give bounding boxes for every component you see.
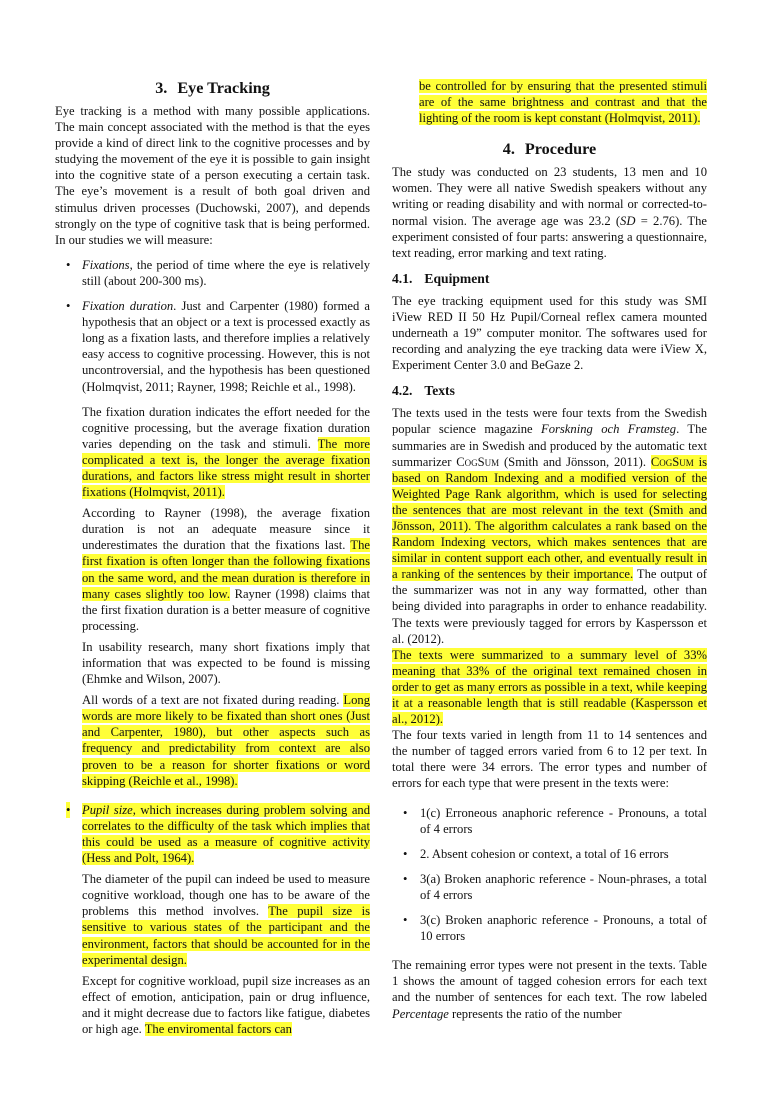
list-item: • 2. Absent cohesion or context, a total of 16 errors — [403, 846, 669, 861]
procedure-paragraph: The study was conducted on 23 students, 13 men and 10 women. They were all native Swedish speakers without any writing or reading disability and with normal or corrected-to-normal vision. The average age was 23.2 (SD = 2.76). The experiment consisted of four parts: answering a questionnaire, text reading, error marking and text rating. — [392, 165, 707, 260]
subsection-number: 4.1. — [392, 270, 413, 286]
bullet-dot: • — [66, 299, 71, 314]
highlight: Long words are more likely to be fixated than short ones (Just and Carpenter, 1980), but other aspects such as frequency and predictability from context are also proven to be a reason for shorter fixations or word skipping (Reichle et al., 1998). — [82, 693, 370, 788]
cogsum-name: CogSum — [650, 454, 694, 469]
summary-level-paragraph — [392, 647, 707, 727]
subsection-title: Equipment — [424, 270, 490, 286]
highlight: The enviromental factors can — [144, 1021, 292, 1036]
bullet-dot: • — [66, 802, 71, 817]
bullet-fixations — [55, 257, 370, 289]
highlight: The texts were summarized to a summary level of 33% meaning that 33% of the original text remained chosen in order to get as many errors as possible in a text, while keeping it at a reasonable length that is still readable (Kaspersson et al., 2012). — [392, 647, 707, 727]
list-item: • 3(a) Broken anaphoric reference - Noun-phrases, a total of 4 errors — [403, 871, 707, 902]
highlight: The more complicated a text is, the longer the average fixation durations, and factors like stress might result in shorter fixations (Holmqvist, 2011). — [82, 436, 370, 500]
section-heading-procedure — [392, 139, 707, 159]
rayner-paragraph: According to Rayner (1998), the average fixation duration is not an adequate measure since it underestimates the duration that the fixations last. The first fixation is often longer than the following fixations on the same word, and the mean duration is therefore in many cases slightly too low. Rayner (1998) claims that the first fixation duration is a better measure of cognitive processing. — [82, 506, 371, 633]
pupil-factors-paragraph: Except for cognitive workload, pupil size increases as an effect of emotion, anticipation, pain or drug influence, and it might decrease due to factors like fatigue, diabetes or high age. The enviromental factors can — [82, 973, 370, 1036]
term-fixations: Fixations — [82, 257, 130, 272]
term-fixation-duration: Fixation duration — [82, 299, 174, 314]
closing-paragraph: The remaining error types were not present in the texts. Table 1 shows the amount of tagged cohesion errors for each text and the number of sentences for each text. The row labeled Percentage represents the ratio of the number — [392, 958, 707, 1021]
error-type-list — [392, 805, 707, 945]
fixation-effort-paragraph: The fixation duration indicates the effort needed for the cognitive processing, but the average fixation duration varies depending on the task and stimuli. The more complicated a text is, the longer the average fixation durations, and factors like stress might result in shorter fixations (Holmqvist, 2011). — [82, 404, 370, 500]
section-heading-eye-tracking — [55, 78, 370, 98]
section-number: 4. — [502, 140, 515, 159]
fixation-duration-text: . Just and Carpenter (1980) formed a hypothesis that an object or a text is processed exactly as long as a fixation lasts, and therefore implies a relatively easy access to cognitive processing. However, this is not uncontroversial, and the hypothesis has been questioned (Holmqvist, 2011; Rayner, 1998; Reichle et al., 1998). — [82, 299, 370, 394]
right-column — [392, 78, 707, 1022]
term-pupil-size: Pupil size — [82, 802, 133, 817]
section-title: Eye Tracking — [177, 79, 270, 97]
subsection-heading-texts — [392, 382, 707, 400]
highlight: be controlled for by ensuring that the presented stimuli are of the same brightness and contrast and that the lighting of the room is kept constant (Holmqvist, 2011). — [419, 79, 707, 126]
left-column — [55, 78, 370, 1037]
highlight: The first fixation is often longer than the following fixations on the same word, and the mean duration is therefore in many cases slightly too low. — [82, 538, 370, 601]
fixations-text: , the period of time where the eye is relatively still (about 200-300 ms). — [82, 257, 370, 288]
subsection-number: 4.2. — [392, 383, 413, 399]
subsection-title: Texts — [424, 383, 455, 399]
section-number: 3. — [155, 79, 168, 97]
list-item: • 3(c) Broken anaphoric reference - Pronouns, a total of 10 errors — [403, 913, 707, 944]
bullet-fixation-duration — [55, 298, 370, 395]
bullet-dot: • — [66, 257, 71, 272]
intro-paragraph: Eye tracking is a method with many possible applications. The main concept associated with the method is that the eyes provide a kind of direct link to the cognitive processes and by studying the movement of the eye it is possible to gain insight into the cognitive state of a person executing a certain task. The eye’s movement is a result of both goal driven and stimulus driven processes (Duchowski, 2007), and depends strongly on the type of cognitive task that is being performed. In our studies we will measure: — [55, 104, 370, 247]
cogsum-name: CogSum — [456, 454, 500, 469]
bullet-pupil-size — [55, 802, 370, 866]
pupil-diameter-paragraph: The diameter of the pupil can indeed be used to measure cognitive workload, though one has to be aware of the problems this method involves. The pupil size is sensitive to various states of the participant and the environment, factors that should be accounted for in the experimental design. — [82, 872, 370, 967]
continuation-paragraph — [392, 78, 707, 126]
subsection-heading-equipment — [392, 270, 707, 288]
highlight: Pupil size, which increases during problem solving and correlates to the difficulty of the task which implies that this could be used as a measure of cognitive activity (Hess and Polt, 1964). — [82, 802, 370, 866]
text-stats-paragraph: The four texts varied in length from 11 to 14 sentences and the number of tagged errors varied from 6 to 12 per text. In total there were 34 errors. The error types and number of errors for each type that were present in the texts were: — [392, 728, 707, 791]
section-title: Procedure — [524, 140, 597, 159]
highlight: The pupil size is sensitive to various states of the participant and the environment, factors that should be accounted for in the experimental design. — [82, 904, 370, 967]
usability-paragraph: In usability research, many short fixations imply that information that was expected to be found is missing (Ehmke and Wilson, 2007). — [82, 639, 370, 687]
texts-paragraph: The texts used in the tests were four texts from the Swedish popular science magazine Forskning och Framsteg. The summaries are in Swedish and produced by the automatic text summarizer CogSum (Smith and Jönsson, 2011). CogSum is based on Random Indexing and a modified version of the Weighted Page Rank algorithm, which is used for selecting the sentences that are most relevant in the text (Smith and Jönsson, 2011). The algorithm calculates a rank based on the Random Indexing vectors, which makes sentences that are similar in content support each other, and eventually result in a ranking of the sentences by their importance. The output of the summarizer was not in any way formatted, other than being divided into paragraphs in order to enhance readability. The texts were previously tagged for errors by Kaspersson et al. (2012). — [392, 406, 707, 646]
equipment-paragraph: The eye tracking equipment used for this study was SMI iView RED II 50 Hz Pupil/Corneal reflex camera mounted underneath a 19” computer monitor. The softwares used for recording and analyzing the eye tracking data were iView X, Experiment Center 3.0 and BeGaze 2. — [392, 293, 707, 373]
word-skipping-paragraph: All words of a text are not fixated during reading. Long words are more likely to be fixated than short ones (Just and Carpenter, 1980), but other aspects such as frequency and predictability from context are also proven to be a reason for shorter fixations or word skipping (Reichle et al., 1998). — [82, 693, 370, 788]
list-item: • 1(c) Erroneous anaphoric reference - Pronouns, a total of 4 errors — [403, 805, 707, 836]
highlight: CogSum is based on Random Indexing and a modified version of the Weighted Page Rank algorithm, which is used for selecting the sentences that are most relevant in the text (Smith and Jönsson, 2011). The algorithm calculates a rank based on the Random Indexing vectors, which makes sentences that are similar in content support each other, and eventually result in a ranking of the sentences by their importance. — [392, 454, 707, 582]
